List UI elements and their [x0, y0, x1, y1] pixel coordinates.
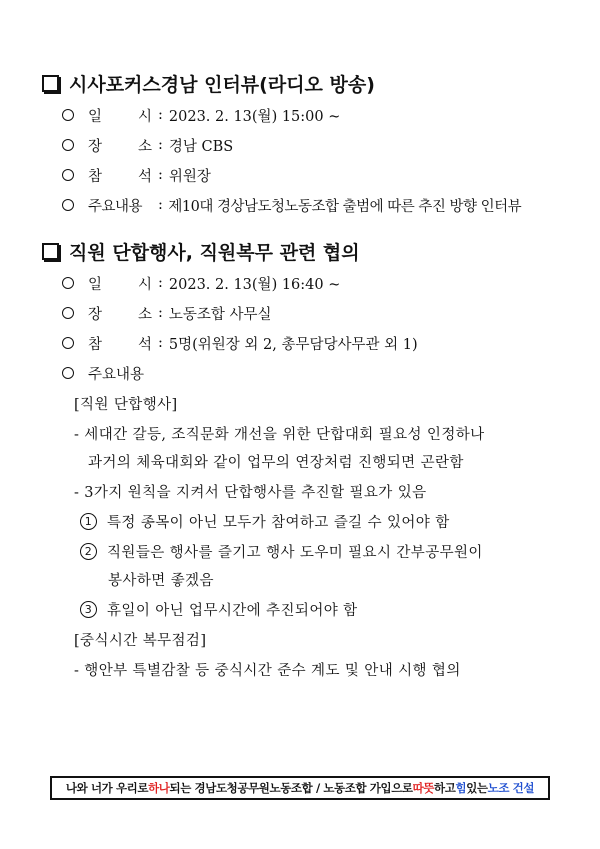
circle-bullet-icon [62, 199, 74, 211]
numbered-item-2 [80, 541, 483, 561]
numbered-item-text: 특정 종목이 아닌 모두가 참여하고 즐길 수 있어야 함 [107, 514, 450, 531]
consult-content-row [62, 363, 144, 383]
row-label: 참 석 [88, 336, 152, 353]
slogan-part: 나와 너가 우리로 [65, 781, 149, 795]
row-value: 경남 CBS [168, 138, 234, 155]
circle-bullet-icon [62, 277, 74, 289]
interview-content-row: 주요내용 : 제10대 경상남도청노동조합 출범에 따른 추진 방향 인터뷰 [62, 195, 521, 215]
circle-bullet-icon [62, 109, 74, 121]
numbered-item-1 [80, 511, 450, 531]
row-label: 주요내용 [88, 198, 143, 215]
dash-item-line: - 3가지 원칙을 지켜서 단합행사를 추진할 필요가 있음 [74, 484, 427, 501]
numbered-item-text: 직원들은 행사를 즐기고 행사 도우미 필요시 간부공무원이 [107, 544, 483, 561]
row-value: 2023. 2. 13(월) 16:40 ~ [168, 276, 341, 293]
slogan-highlight: 하나 [148, 781, 170, 795]
slogan-part: 하고 [434, 781, 456, 795]
circle-bullet-icon [62, 337, 74, 349]
section-title-text: 직원 단합행사, 직원복무 관련 협의 [69, 242, 360, 264]
numbered-item-text: 휴일이 아닌 업무시간에 추진되어야 함 [107, 602, 358, 619]
section-title-interview [42, 70, 375, 97]
footer-slogan-banner [50, 776, 550, 800]
slogan-highlight: 힘 [455, 781, 467, 795]
checkbox-square-icon [42, 243, 59, 260]
numbered-item-3 [80, 599, 358, 619]
circle-bullet-icon [62, 307, 74, 319]
slogan-part: 있는 [466, 781, 488, 795]
circle-bullet-icon [62, 367, 74, 379]
dash-item-line: - 세대간 갈등, 조직문화 개선을 위한 단합대회 필요성 인정하나 [74, 426, 485, 443]
circled-number: 2 [80, 543, 97, 560]
slogan-highlight: 노조 건설 [487, 781, 535, 795]
row-label: 참 석 [88, 168, 152, 185]
slogan-highlight: 따뜻 [412, 781, 435, 795]
section-title-consultation [42, 238, 360, 265]
slogan-part: 되는 경남도청공무원노동조합 / 노동조합 가입으로 [169, 781, 413, 795]
circle-bullet-icon [62, 139, 74, 151]
interview-date-row: 일 시 : 2023. 2. 13(월) 15:00 ~ [62, 105, 340, 125]
row-label: 장 소 [88, 306, 152, 323]
circle-bullet-icon [62, 169, 74, 181]
row-value: 2023. 2. 13(월) 15:00 ~ [168, 108, 341, 125]
numbered-item-continuation: 봉사하면 좋겠음 [108, 572, 214, 589]
row-label: 장 소 [88, 138, 152, 155]
circled-number: 1 [80, 513, 97, 530]
sub-heading-lunch-inspection: [중식시간 복무점검] [74, 632, 207, 649]
sub-heading-team-event: [직원 단합행사] [74, 396, 178, 413]
checkbox-square-icon [42, 75, 59, 92]
row-value: 5명(위원장 외 2, 총무담당사무관 외 1) [168, 336, 418, 353]
row-label: 주요내용 [88, 366, 145, 383]
row-label: 일 시 [88, 108, 152, 125]
consult-attendee-row: 참 석 : 5명(위원장 외 2, 총무담당사무관 외 1) [62, 333, 418, 353]
section-title-text: 시사포커스경남 인터뷰(라디오 방송) [69, 74, 375, 96]
row-value: 노동조합 사무실 [168, 306, 272, 323]
row-value: 제10대 경상남도청노동조합 출범에 따른 추진 방향 인터뷰 [168, 198, 522, 215]
interview-place-row: 장 소 : 경남 CBS [62, 135, 233, 155]
interview-attendee-row: 참 석 : 위원장 [62, 165, 211, 185]
row-value: 위원장 [168, 168, 211, 185]
row-label: 일 시 [88, 276, 152, 293]
consult-place-row: 장 소 : 노동조합 사무실 [62, 303, 272, 323]
circled-number: 3 [80, 601, 97, 618]
dash-item-line: - 행안부 특별감찰 등 중식시간 준수 계도 및 안내 시행 협의 [74, 662, 461, 679]
dash-item-continuation: 과거의 체육대회와 같이 업무의 연장처럼 진행되면 곤란함 [88, 454, 464, 471]
consult-date-row: 일 시 : 2023. 2. 13(월) 16:40 ~ [62, 273, 340, 293]
